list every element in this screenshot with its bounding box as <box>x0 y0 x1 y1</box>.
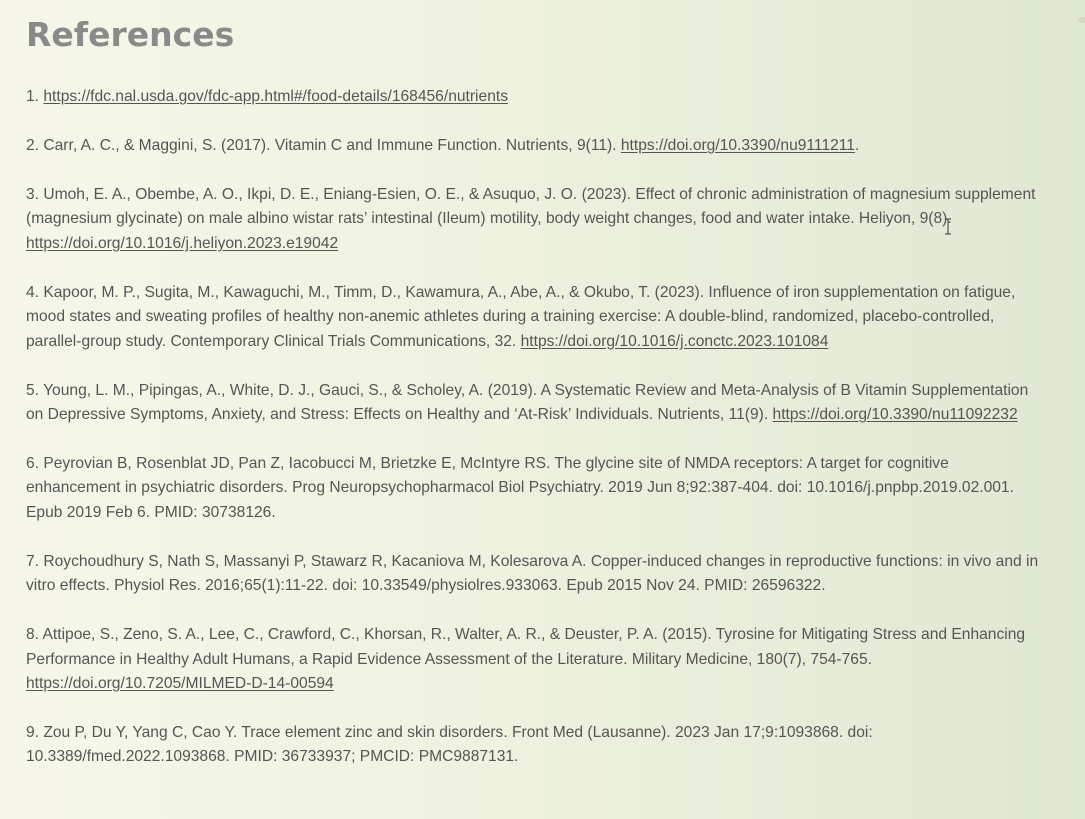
reference-list <box>26 85 1046 770</box>
reference-item <box>26 721 1046 770</box>
reference-number: 4. <box>26 283 40 301</box>
reference-item <box>26 85 1046 109</box>
reference-number: 2. <box>26 137 40 154</box>
reference-text: Zou P, Du Y, Yang C, Cao Y. Trace element zinc and skin disorders. Front Med (Lausanne). 2023 Jan 17;9:1093868. doi: 10.3389/fmed.2022.1093868. PMID: 36733937; PMCID: PMC9887131. <box>26 724 873 766</box>
reference-item <box>26 623 1046 696</box>
reference-suffix: . <box>854 137 860 154</box>
reference-number: 5. <box>26 381 40 399</box>
corner-decoration-icon <box>1076 16 1085 24</box>
text-cursor-icon <box>944 218 952 235</box>
reference-item <box>26 183 1046 256</box>
reference-item <box>26 452 1046 525</box>
reference-text: Carr, A. C., & Maggini, S. (2017). Vitamin C and Immune Function. Nutrients, 9(11). <box>43 137 617 154</box>
reference-link[interactable]: https://doi.org/10.7205/MILMED-D-14-00594 <box>26 675 334 693</box>
reference-text: Umoh, E. A., Obembe, A. O., Ikpi, D. E., Eniang-Esien, O. E., & Asuquo, J. O. (2023). Effect of chronic administration of magnesium supplement (magnesium glycinate) on male albino wistar rats’ intestinal (Ileum) motility, body weight changes, food and water intake. Heliyon, 9(8). <box>26 186 1036 228</box>
reference-item <box>26 550 1046 599</box>
reference-item <box>26 134 1046 158</box>
reference-text: Kapoor, M. P., Sugita, M., Kawaguchi, M., Timm, D., Kawamura, A., Abe, A., & Okubo, T. (2023). Influence of iron supplementation on fatigue, mood states and sweating profiles of healthy non-anemic athletes during a training exercise: A double-blind, randomized, placebo-controlled, parallel-group study. Contemporary Clinical Trials Communications, 32. <box>26 283 1016 350</box>
references-section <box>26 12 1046 794</box>
page-title: References <box>26 15 235 54</box>
reference-item <box>26 281 1046 354</box>
reference-item <box>26 379 1046 428</box>
reference-link[interactable]: https://doi.org/10.3390/nu11092232 <box>772 406 1018 424</box>
reference-link[interactable]: https://fdc.nal.usda.gov/fdc-app.html#/food-details/168456/nutrients <box>43 88 508 105</box>
reference-text: Peyrovian B, Rosenblat JD, Pan Z, Iacobucci M, Brietzke E, McIntyre RS. The glycine site of NMDA receptors: A target for cognitive enhancement in psychiatric disorders. Prog Neuropsychopharmacol Biol Psychiatry. 2019 Jun 8;92:387-404. doi: 10.1016/j.pnpbp.2019.02.001. Epub 2019 Feb 6. PMID: 30738126. <box>26 455 1014 521</box>
reference-number: 1. <box>26 88 40 105</box>
reference-link[interactable]: https://doi.org/10.3390/nu9111211 <box>620 137 855 154</box>
reference-link[interactable]: https://doi.org/10.1016/j.heliyon.2023.e19042 <box>26 234 339 252</box>
reference-number: 8. <box>26 626 40 644</box>
reference-text: Attipoe, S., Zeno, S. A., Lee, C., Crawford, C., Khorsan, R., Walter, A. R., & Deuster, P. A. (2015). Tyrosine for Mitigating Stress and Enhancing Performance in Healthy Adult Humans, a Rapid Evidence Assessment of the Literature. Military Medicine, 180(7), 754-765. <box>26 626 1026 668</box>
reference-number: 9. <box>26 724 40 742</box>
reference-number: 3. <box>26 186 40 203</box>
reference-number: 6. <box>26 455 40 473</box>
reference-text: Roychoudhury S, Nath S, Massanyi P, Stawarz R, Kacaniova M, Kolesarova A. Copper-induced changes in reproductive functions: in vivo and in vitro effects. Physiol Res. 2016;65(1):11-22. doi: 10.33549/physiolres.933063. Epub 2015 Nov 24. PMID: 26596322. <box>26 552 1039 595</box>
reference-text: Young, L. M., Pipingas, A., White, D. J., Gauci, S., & Scholey, A. (2019). A Systematic Review and Meta-Analysis of B Vitamin Supplementation on Depressive Symptoms, Anxiety, and Stress: Effects on Healthy and ‘At-Risk’ Individuals. Nutrients, 11(9). <box>26 381 1029 424</box>
reference-link[interactable]: https://doi.org/10.1016/j.conctc.2023.101084 <box>520 332 829 350</box>
reference-number: 7. <box>26 552 40 570</box>
